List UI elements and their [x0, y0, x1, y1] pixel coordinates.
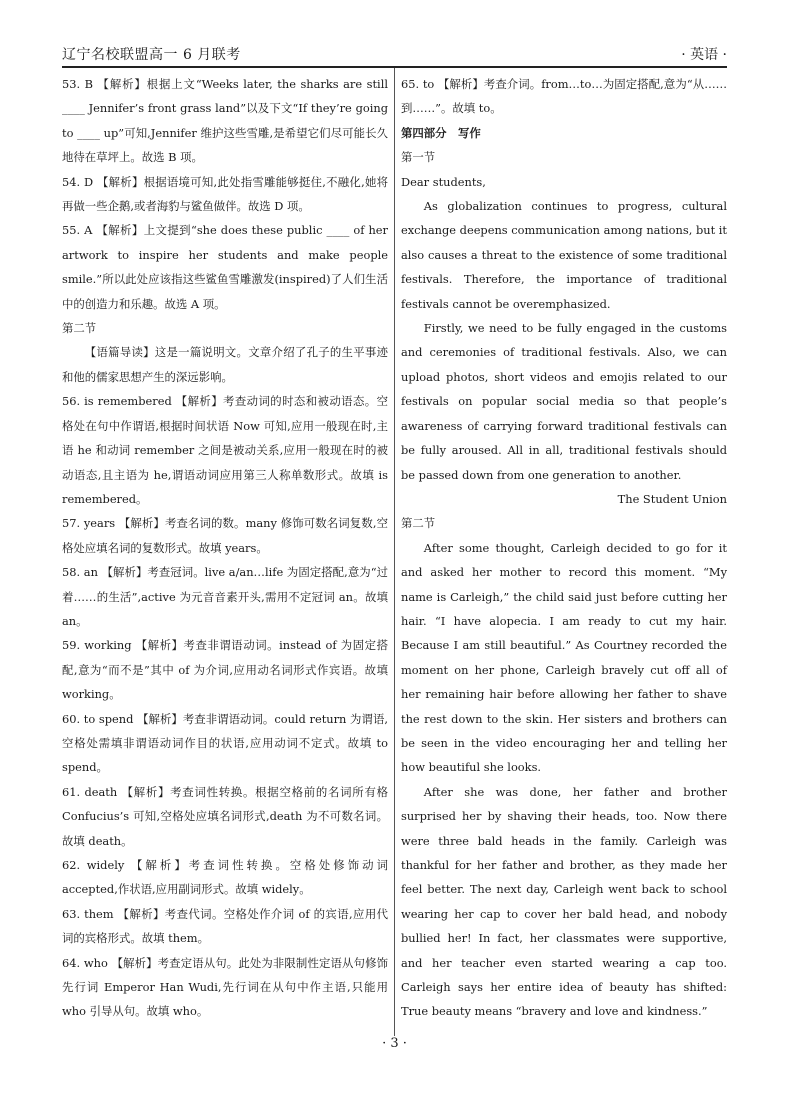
- page-number: · 3 ·: [382, 1036, 407, 1051]
- letter-salutation: Dear students,: [401, 174, 486, 189]
- answer-58: 58. an 【解析】考查冠词。live a/an…life 为固定搭配,意为“过着……的生活”,active 为元音音素开头,需用不定冠词 an。故填 an。: [62, 565, 388, 628]
- subject-label: · 英语 ·: [681, 47, 727, 63]
- story-paragraph-1: After some thought, Carleigh decided to go for it and asked her mother to record this moment. “My name is Carleigh,” the child said just before cutting her hair. “I have alopecia. I am ready to cut my hair. Because I am still beautiful.” As Courtney recorded the moment on her phone, Carleigh bravely cut off all of her remaining hair before allowing her father to shave the rest down to the skin. Her sisters and brothers can be seen in the video encouraging her and telling her how beautiful she looks.: [401, 540, 727, 775]
- part-four-heading: 第四部分 写作: [401, 125, 481, 140]
- answer-56: 56. is remembered 【解析】考查动词的时态和被动语态。空格处在句中作谓语,根据时间状语 Now 可知,应用一般现在时,主语 he 和动词 remember 之间是被动关系,应用一般现在时的被动语态,且主语为 he,谓语动词应用第三人称单数形式。故填 is remembered。: [62, 394, 388, 506]
- answer-62: 62. widely 【解析】考查词性转换。空格处修饰动词 accepted,作状语,应用副词形式。故填 widely。: [62, 858, 388, 897]
- answer-65: 65. to 【解析】考查介词。from…to…为固定搭配,意为“从……到……”。故填 to。: [401, 77, 727, 116]
- right-column: [401, 72, 727, 1024]
- page-header: [62, 42, 727, 68]
- answer-57: 57. years 【解析】考查名词的数。many 修饰可数名词复数,空格处应填名词的复数形式。故填 years。: [62, 516, 388, 555]
- section-heading: 第二节: [62, 321, 97, 336]
- exam-title: 辽宁名校联盟高一 6 月联考: [62, 47, 241, 63]
- answer-60: 60. to spend 【解析】考查非谓语动词。could return 为谓语,空格处需填非谓语动词作目的状语,应用动词不定式。故填 to spend。: [62, 711, 388, 775]
- left-column: [62, 72, 388, 1024]
- passage-intro: 【语篇导读】这是一篇说明文。文章介绍了孔子的生平事迹和他的儒家思想产生的深远影响。: [62, 345, 388, 384]
- answer-63: 63. them 【解析】考查代词。空格处作介词 of 的宾语,应用代词的宾格形式。故填 them。: [62, 906, 388, 946]
- letter-paragraph-2: Firstly, we need to be fully engaged in the customs and ceremonies of traditional festivals. Also, we can upload photos, short videos and emojis related to our festivals on popular social media so that people’s awareness of carrying forward traditional festivals can be fully aroused. All in all, traditional festivals should be passed down from one generation to another.: [401, 321, 727, 482]
- letter-signature: The Student Union: [617, 491, 727, 506]
- section-one-heading: 第一节: [401, 150, 436, 165]
- answer-59: 59. working 【解析】考查非谓语动词。instead of 为固定搭配,意为“而不是”其中 of 为介词,应用动名词形式作宾语。故填 working。: [62, 638, 388, 702]
- column-divider: [394, 68, 395, 1036]
- answer-61: 61. death 【解析】考查词性转换。根据空格前的名词所有格 Confucius’s 可知,空格处应填名词形式,death 为不可数名词。故填 death。: [62, 784, 388, 848]
- section-two-heading: 第二节: [401, 516, 436, 531]
- answer-53: 53. B 【解析】根据上文“Weeks later, the sharks are still ____ Jennifer’s front grass land”以及下文“If they’re going to ____ up”可知,Jennifer 维护这些雪雕,是希望它们尽可能长久地待在草坪上。故选 B 项。: [62, 77, 388, 165]
- answer-64: 64. who 【解析】考查定语从句。此处为非限制性定语从句修饰先行词 Emperor Han Wudi,先行词在从句中作主语,只能用 who 引导从句。故填 who。: [62, 955, 388, 1019]
- answer-54: 54. D 【解析】根据语境可知,此处指雪雕能够挺住,不融化,她将再做一些企鹅,或者海豹与鲨鱼做伴。故选 D 项。: [62, 174, 388, 214]
- answer-55: 55. A 【解析】上文提到“she does these public ____ of her artwork to inspire her students and make people smile.”所以此处应该指这些鲨鱼雪雕激发(inspired)了人们生活中的创造力和乐趣。故选 A 项。: [62, 223, 388, 311]
- letter-paragraph-1: As globalization continues to progress, cultural exchange deepens communication among nations, but it also causes a threat to the existence of some traditional festivals. Therefore, the importance of traditional festivals cannot be overemphasized.: [401, 199, 728, 311]
- story-paragraph-2: After she was done, her father and brother surprised her by shaving their heads, too. Now there were three bald heads in the family. Carleigh was thankful for her father and brother, as they made her feel better. The next day, Carleigh went back to school wearing her cap to cover her bald head, and nobody bullied her! In fact, her classmates were supportive, and her teacher even started wearing a cap too. Carleigh says her entire idea of beauty has shifted: True beauty means “bravery and love and kindness.”: [401, 784, 727, 1019]
